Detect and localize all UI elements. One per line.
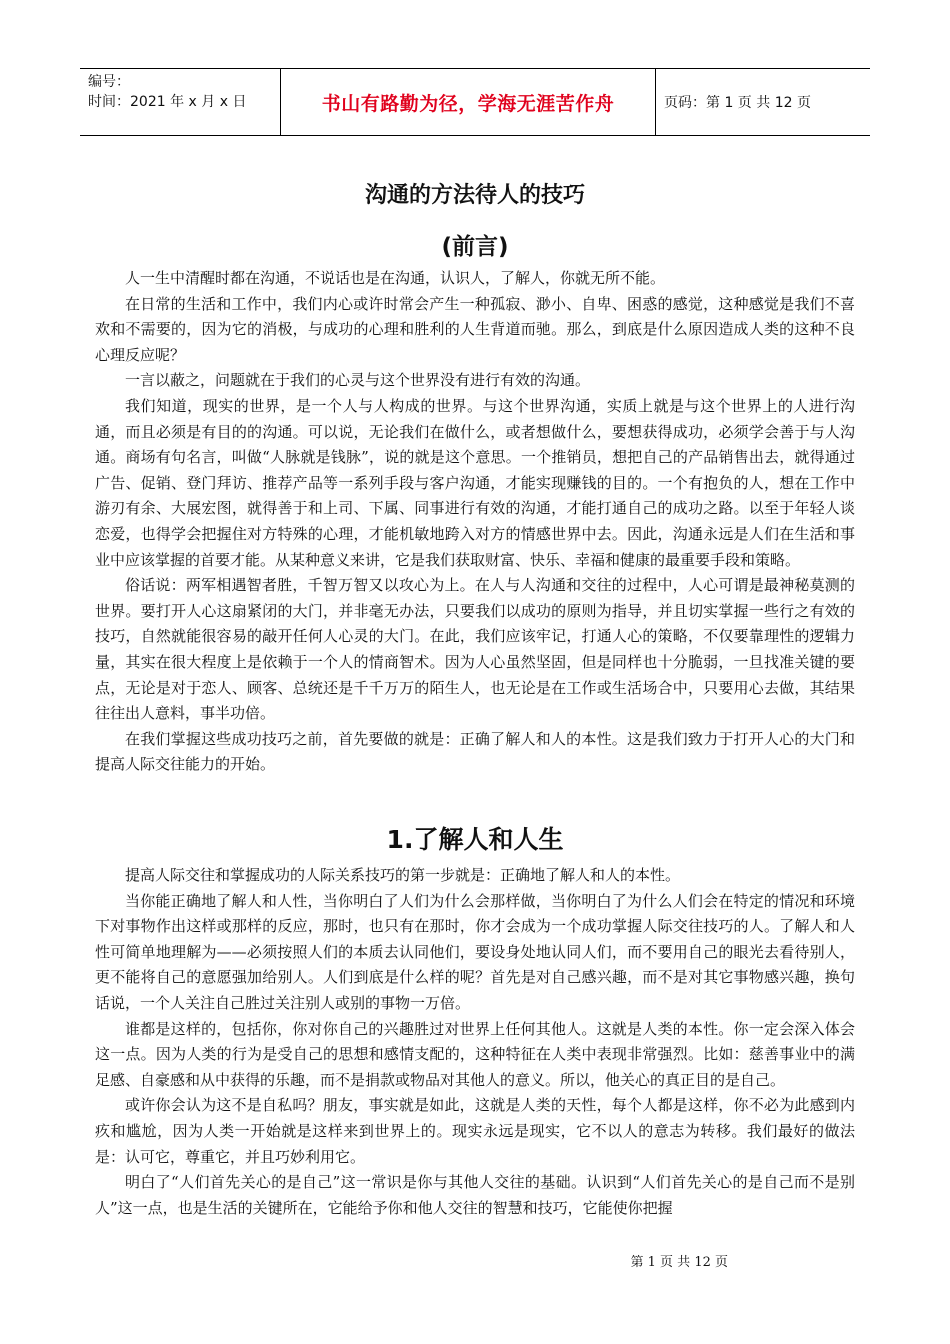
document-subtitle: (前言) — [441, 234, 509, 260]
intro-section — [95, 266, 855, 778]
document-title: 沟通的方法待人的技巧 — [364, 183, 585, 208]
number-label: 编号： — [88, 74, 130, 90]
header-page-cell — [656, 69, 870, 135]
document-header — [80, 68, 870, 136]
header-motto-cell — [281, 69, 656, 135]
paragraph: 谁都是这样的，包括你，你对你自己的兴趣胜过对世界上任何其他人。这就是人类的本性。你一定会深入体会这一点。因为人类的行为是受自己的思想和感情支配的，这种特征在人类中表现非常强烈。比如：慈善事业中的满足感、自豪感和从中获得的乐趣，而不是捐款或物品对其他人的意义。所以，他关心的真正目的是自己。 — [95, 1019, 855, 1089]
time-label: 时间：2021 年 x 月 x 日 — [88, 94, 247, 110]
paragraph: 在日常的生活和工作中，我们内心或许时常会产生一种孤寂、渺小、自卑、困惑的感觉，这种感觉是我们不喜欢和不需要的，因为它的消极，与成功的心理和胜利的人生背道而驰。那么，到底是什么原因造成人类的这种不良心理反应呢？ — [95, 294, 855, 364]
paragraph: 一言以蔽之，问题就在于我们的心灵与这个世界没有进行有效的沟通。 — [125, 371, 591, 390]
paragraph: 我们知道，现实的世界，是一个人与人构成的世界。与这个世界沟通，实质上就是与这个世界上的人进行沟通，而且必须是有目的的沟通。可以说，无论我们在做什么，或者想做什么，要想获得成功，必须学会善于与人沟通。商场有句名言，叫做“人脉就是钱脉”，说的就是这个意思。一个推销员，想把自己的产品销售出去，就得通过广告、促销、登门拜访、推荐产品等一系列手段与客户沟通，才能实现赚钱的目的。一个有抱负的人，想在工作中游刃有余、大展宏图，就得善于和上司、下属、同事进行有效的沟通，才能打通自己的成功之路。以至于年轻人谈恋爱，也得学会把握住对方特殊的心理，才能机敏地跨入对方的情感世界中去。因此，沟通永远是人们在生活和事业中应该掌握的首要才能。从某种意义来讲，它是我们获取财富、快乐、幸福和健康的最重要手段和策略。 — [95, 396, 855, 569]
section1-body — [95, 863, 855, 1221]
paragraph: 或许你会认为这不是自私吗？朋友，事实就是如此，这就是人类的天性，每个人都是这样，你不必为此感到内疚和尴尬，因为人类一开始就是这样来到世界上的。现实永远是现实，它不以人的意志为转移。我们最好的做法是：认可它，尊重它，并且巧妙利用它。 — [95, 1096, 855, 1166]
page-label: 页码：第 1 页 共 12 页 — [664, 95, 811, 111]
paragraph: 在我们掌握这些成功技巧之前，首先要做的就是：正确了解人和人的本性。这是我们致力于打开人心的大门和提高人际交往能力的开始。 — [95, 729, 855, 774]
section-heading: 1.了解人和人生 — [386, 825, 564, 854]
paragraph: 人一生中清醒时都在沟通，不说话也是在沟通，认识人，了解人，你就无所不能。 — [125, 269, 666, 287]
paragraph: 提高人际交往和掌握成功的人际关系技巧的第一步就是：正确地了解人和人的本性。 — [125, 866, 681, 884]
paragraph: 俗话说：两军相遇智者胜，千智万智又以攻心为上。在人与人沟通和交往的过程中，人心可谓是最神秘莫测的世界。要打开人心这扇紧闭的大门，并非毫无办法，只要我们以成功的原则为指导，并且切实掌握一些行之有效的技巧，自然就能很容易的敲开任何人心灵的大门。在此，我们应该牢记，打通人心的策略，不仅要靠理性的逻辑力量，其实在很大程度上是依赖于一个人的情商智术。因为人心虽然坚固，但是同样也十分脆弱，一旦找准关键的要点，无论是对于恋人、顾客、总统还是千千万万的陌生人，也无论是在工作或生活场合中，只要用心去做，其结果往往出人意料，事半功倍。 — [95, 576, 855, 723]
motto-text: 书山有路勤为径，学海无涯苦作舟 — [321, 92, 615, 115]
header-meta-cell — [80, 69, 281, 135]
paragraph: 明白了“人们首先关心的是自己”这一常识是你与其他人交往的基础。认识到“人们首先关心的是自己而不是别人”这一点，也是生活的关键所在，它能给予你和他人交往的智慧和技巧，它能使你把握 — [95, 1173, 855, 1217]
page-footer: 第 1 页 共 12 页 — [630, 1255, 728, 1270]
paragraph: 当你能正确地了解人和人性，当你明白了人们为什么会那样做，当你明白了为什么人们会在特定的情况和环境下对事物作出这样或那样的反应，那时，也只有在那时，你才会成为一个成功掌握人际交往技巧的人。了解人和人性可简单地理解为——必须按照人们的本质去认同他们，要设身处地认同人们，而不要用自己的眼光去看待别人，更不能将自己的意愿强加给别人。人们到底是什么样的呢？首先是对自己感兴趣，而不是对其它事物感兴趣，换句话说，一个人关注自己胜过关注别人或别的事物一万倍。 — [95, 891, 855, 1012]
